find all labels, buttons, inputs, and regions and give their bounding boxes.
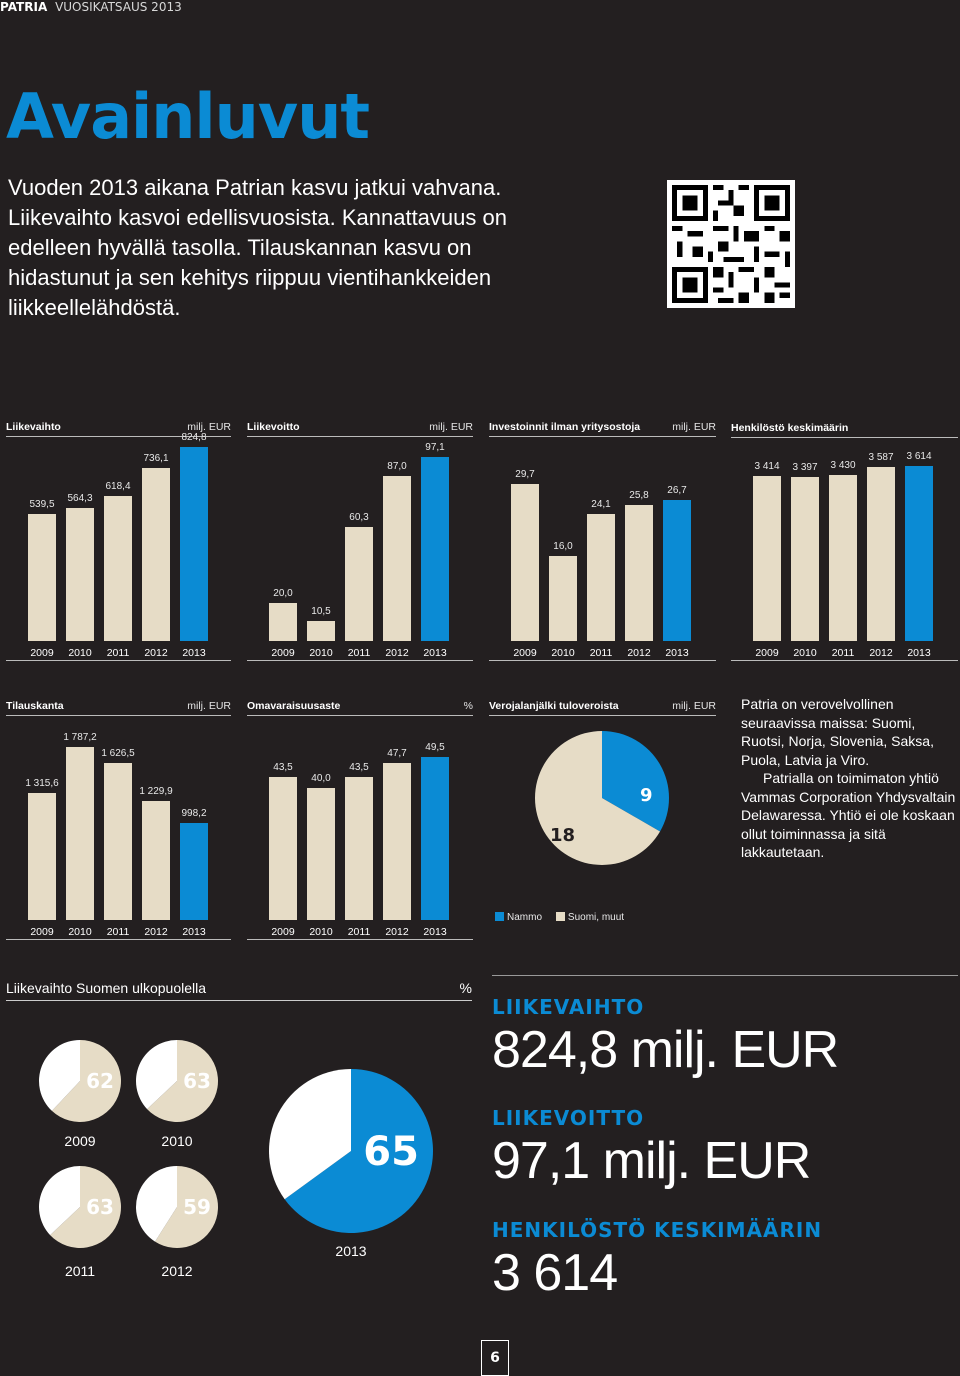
liikevaihto-bar-2010 — [66, 508, 94, 641]
liikevoitto-unit: milj. EUR — [429, 421, 473, 433]
omavaraisuusaste-bar-2012 — [383, 763, 411, 920]
liikevaihto-bar-2012 — [142, 468, 170, 641]
liikevoitto-title: Liikevoitto — [247, 421, 300, 433]
investoinnit-ilman-yritysostoja-year-label-2009: 2009 — [513, 647, 537, 659]
liikevaihto-value-label-2009: 539,5 — [29, 499, 55, 510]
foreign-pie-label-2009: 62 — [86, 1069, 114, 1093]
omavaraisuusaste-title: Omavaraisuusaste — [247, 700, 341, 712]
investoinnit-ilman-yritysostoja-title: Investoinnit ilman yritysostoja — [489, 421, 641, 433]
henkilosto-keskimaarin-year-label-2013: 2013 — [907, 647, 931, 659]
kpi-profit-label: LIIKEVOITTO — [492, 1106, 645, 1130]
investoinnit-ilman-yritysostoja-bar-2012 — [625, 505, 653, 641]
liikevaihto-year-label-2013: 2013 — [182, 647, 206, 659]
investoinnit-ilman-yritysostoja-value-label-2012: 25,8 — [629, 490, 649, 501]
henkilosto-keskimaarin-value-label-2009: 3 414 — [754, 461, 780, 472]
liikevaihto-year-label-2011: 2011 — [106, 647, 130, 659]
henkilosto-keskimaarin-header — [731, 421, 958, 438]
henkilosto-keskimaarin-value-label-2013: 3 614 — [906, 451, 932, 462]
tax-footprint-pie — [520, 731, 684, 865]
tilauskanta-bar-2011 — [104, 763, 132, 920]
tilauskanta-value-label-2012: 1 229,9 — [139, 786, 173, 797]
intro-text: Vuoden 2013 aikana Patrian kasvu jatkui vahvana. Liikevaihto kasvoi edellisvuosista. Kannattavuus on edelleen hyvällä tasolla. Tilauskannan kasvu on hidastunut ja sen kehitys riippuu vientihankkeiden liikkeellelähdöstä. — [8, 175, 507, 320]
liikevoitto-header — [247, 420, 473, 437]
foreign-revenue-header — [6, 980, 472, 1001]
tilauskanta-axis-line — [6, 939, 231, 940]
liikevoitto-bar-2010 — [307, 621, 335, 641]
tilauskanta-value-label-2011: 1 626,5 — [101, 748, 135, 759]
henkilosto-keskimaarin-title: Henkilöstö keskimäärin — [731, 422, 849, 434]
investoinnit-ilman-yritysostoja-year-label-2010: 2010 — [551, 647, 575, 659]
liikevaihto-title: Liikevaihto — [6, 421, 61, 433]
omavaraisuusaste-value-label-2010: 40,0 — [311, 773, 331, 784]
henkilosto-keskimaarin-year-label-2010: 2010 — [793, 647, 817, 659]
tilauskanta-unit: milj. EUR — [187, 700, 231, 712]
omavaraisuusaste-year-label-2010: 2010 — [309, 926, 333, 938]
liikevoitto-bar-2012 — [383, 476, 411, 641]
liikevaihto-unit: milj. EUR — [187, 421, 231, 433]
legend-suomi: Suomi, muut — [567, 912, 625, 923]
liikevoitto-year-label-2009: 2009 — [271, 647, 295, 659]
liikevoitto-year-label-2010: 2010 — [309, 647, 333, 659]
foreign-revenue-unit: % — [459, 980, 472, 996]
foreign-pie-year-2012: 2012 — [161, 1263, 193, 1279]
liikevoitto-year-label-2011: 2011 — [347, 647, 371, 659]
investoinnit-ilman-yritysostoja-axis-line — [489, 660, 716, 661]
kpi-personnel-value: 3 614 — [492, 1244, 618, 1302]
tax-countries-note — [741, 695, 956, 862]
foreign-pie-year-2010: 2010 — [161, 1133, 193, 1149]
henkilosto-keskimaarin-value-label-2010: 3 397 — [792, 462, 818, 473]
liikevaihto-year-label-2012: 2012 — [144, 647, 168, 659]
tax-pie-label-suomi: 18 — [550, 825, 576, 846]
foreign-pie-year-2011: 2011 — [64, 1263, 96, 1279]
henkilosto-keskimaarin-year-label-2011: 2011 — [831, 647, 855, 659]
investoinnit-ilman-yritysostoja-bar-2013 — [663, 500, 691, 641]
foreign-pie-2010 — [135, 1039, 219, 1123]
tilauskanta-year-label-2012: 2012 — [144, 926, 168, 938]
liikevoitto-bar-2013 — [421, 457, 449, 641]
omavaraisuusaste-bar-2013 — [421, 757, 449, 920]
liikevoitto-year-label-2013: 2013 — [423, 647, 447, 659]
tilauskanta-value-label-2009: 1 315,6 — [25, 778, 59, 789]
omavaraisuusaste-year-label-2011: 2011 — [347, 926, 371, 938]
omavaraisuusaste-axis-line — [247, 939, 473, 940]
page-title: Avainluvut — [6, 80, 369, 153]
henkilosto-keskimaarin-bar-2012 — [867, 467, 895, 641]
tax-pie-legend — [495, 912, 624, 923]
tilauskanta-bar-2012 — [142, 801, 170, 920]
investoinnit-ilman-yritysostoja-header — [489, 420, 716, 437]
liikevoitto-bar-2009 — [269, 603, 297, 641]
liikevoitto-bar-2011 — [345, 527, 373, 641]
omavaraisuusaste-year-label-2012: 2012 — [385, 926, 409, 938]
liikevaihto-value-label-2012: 736,1 — [143, 453, 169, 464]
foreign-pie-year-2013: 2013 — [335, 1243, 367, 1259]
liikevoitto-value-label-2013: 97,1 — [425, 442, 445, 453]
foreign-pie-2012 — [135, 1165, 219, 1249]
henkilosto-keskimaarin-year-label-2009: 2009 — [755, 647, 779, 659]
tilauskanta-value-label-2010: 1 787,2 — [63, 732, 97, 743]
liikevoitto-value-label-2012: 87,0 — [387, 461, 407, 472]
liikevaihto-year-label-2010: 2010 — [68, 647, 92, 659]
investoinnit-ilman-yritysostoja-bar-2011 — [587, 514, 615, 641]
liikevoitto-axis-line — [247, 660, 473, 661]
investoinnit-ilman-yritysostoja-unit: milj. EUR — [672, 421, 716, 433]
tilauskanta-year-label-2011: 2011 — [106, 926, 130, 938]
liikevoitto-value-label-2010: 10,5 — [311, 606, 331, 617]
investoinnit-ilman-yritysostoja-value-label-2011: 24,1 — [591, 499, 611, 510]
tax-footprint-unit: milj. EUR — [672, 700, 716, 712]
omavaraisuusaste-year-label-2013: 2013 — [423, 926, 447, 938]
omavaraisuusaste-unit: % — [463, 700, 473, 712]
tax-footprint-header — [489, 699, 716, 716]
tilauskanta-title: Tilauskanta — [6, 700, 64, 712]
omavaraisuusaste-bar-2010 — [307, 788, 335, 920]
tilauskanta-value-label-2013: 998,2 — [181, 808, 207, 819]
omavaraisuusaste-value-label-2011: 43,5 — [349, 762, 369, 773]
kpi-divider — [492, 975, 958, 976]
liikevaihto-bar-2009 — [28, 514, 56, 641]
kpi-revenue-value: 824,8 milj. EUR — [492, 1021, 839, 1079]
henkilosto-keskimaarin-bar-2009 — [753, 476, 781, 641]
liikevoitto-value-label-2009: 20,0 — [273, 588, 293, 599]
henkilosto-keskimaarin-value-label-2012: 3 587 — [868, 452, 894, 463]
page-header — [0, 0, 182, 14]
investoinnit-ilman-yritysostoja-value-label-2009: 29,7 — [515, 469, 535, 480]
tilauskanta-header — [6, 699, 231, 716]
investoinnit-ilman-yritysostoja-bar-2010 — [549, 556, 577, 641]
henkilosto-keskimaarin-value-label-2011: 3 430 — [830, 460, 856, 471]
foreign-pie-2013 — [268, 1068, 434, 1234]
liikevaihto-year-label-2009: 2009 — [30, 647, 54, 659]
investoinnit-ilman-yritysostoja-bar-2009 — [511, 484, 539, 641]
foreign-revenue-title: Liikevaihto Suomen ulkopuolella — [6, 980, 207, 996]
brand-name: PATRIA — [0, 0, 48, 14]
qr-code-icon[interactable] — [667, 180, 795, 308]
henkilosto-keskimaarin-bar-2013 — [905, 466, 933, 641]
omavaraisuusaste-value-label-2013: 49,5 — [425, 742, 445, 753]
tilauskanta-year-label-2009: 2009 — [30, 926, 54, 938]
liikevoitto-value-label-2011: 60,3 — [349, 512, 369, 523]
investoinnit-ilman-yritysostoja-year-label-2013: 2013 — [665, 647, 689, 659]
liikevaihto-bar-2011 — [104, 496, 132, 641]
foreign-pie-label-2010: 63 — [183, 1069, 211, 1093]
tilauskanta-bar-2010 — [66, 747, 94, 920]
omavaraisuusaste-bar-2011 — [345, 777, 373, 920]
tax-note-paragraph-2: Patrialla on toimimaton yhtiö Vammas Corporation Yhdysvaltain Delawaressa. Yhtiö ei ole koskaan ollut toiminnassa ja sitä lakkautetaan. — [741, 770, 956, 860]
suomi-swatch — [556, 912, 565, 921]
liikevaihto-value-label-2010: 564,3 — [67, 493, 93, 504]
legend-nammo: Nammo — [507, 912, 543, 923]
foreign-pie-label-2011: 63 — [86, 1195, 114, 1219]
henkilosto-keskimaarin-axis-line — [731, 660, 958, 661]
liikevoitto-year-label-2012: 2012 — [385, 647, 409, 659]
foreign-pie-label-2013: 65 — [363, 1129, 419, 1175]
tilauskanta-year-label-2013: 2013 — [182, 926, 206, 938]
liikevaihto-axis-line — [6, 660, 231, 661]
investoinnit-ilman-yritysostoja-year-label-2011: 2011 — [589, 647, 613, 659]
investoinnit-ilman-yritysostoja-value-label-2013: 26,7 — [667, 485, 687, 496]
omavaraisuusaste-year-label-2009: 2009 — [271, 926, 295, 938]
investoinnit-ilman-yritysostoja-year-label-2012: 2012 — [627, 647, 651, 659]
kpi-revenue-label: LIIKEVAIHTO — [492, 995, 645, 1019]
tax-note-paragraph-1: Patria on verovelvollinen seuraavissa maissa: Suomi, Ruotsi, Norja, Slovenia, Saksa, Puola, Latvia ja Viro. — [741, 696, 934, 768]
omavaraisuusaste-bar-2009 — [269, 777, 297, 920]
nammo-swatch — [495, 912, 504, 921]
liikevaihto-value-label-2011: 618,4 — [105, 481, 131, 492]
henkilosto-keskimaarin-bar-2010 — [791, 477, 819, 641]
tax-pie-label-nammo: 9 — [640, 785, 653, 806]
investoinnit-ilman-yritysostoja-value-label-2010: 16,0 — [553, 541, 573, 552]
tilauskanta-year-label-2010: 2010 — [68, 926, 92, 938]
kpi-profit-value: 97,1 milj. EUR — [492, 1132, 811, 1190]
report-name: VUOSIKATSAUS 2013 — [55, 0, 182, 14]
tilauskanta-bar-2013 — [180, 823, 208, 920]
henkilosto-keskimaarin-year-label-2012: 2012 — [869, 647, 893, 659]
kpi-personnel-label: HENKILÖSTÖ KESKIMÄÄRIN — [492, 1218, 823, 1242]
omavaraisuusaste-header — [247, 699, 473, 716]
omavaraisuusaste-value-label-2012: 47,7 — [387, 748, 407, 759]
page-number: 6 — [481, 1340, 509, 1376]
foreign-pie-year-2009: 2009 — [64, 1133, 96, 1149]
henkilosto-keskimaarin-bar-2011 — [829, 475, 857, 641]
foreign-pie-2011 — [38, 1165, 122, 1249]
liikevaihto-bar-2013 — [180, 447, 208, 641]
omavaraisuusaste-value-label-2009: 43,5 — [273, 762, 293, 773]
foreign-pie-label-2012: 59 — [183, 1195, 211, 1219]
liikevaihto-value-label-2013: 824,8 — [181, 432, 207, 443]
tax-footprint-title: Verojalanjälki tuloveroista — [489, 700, 619, 712]
tilauskanta-bar-2009 — [28, 793, 56, 920]
foreign-pie-2009 — [38, 1039, 122, 1123]
